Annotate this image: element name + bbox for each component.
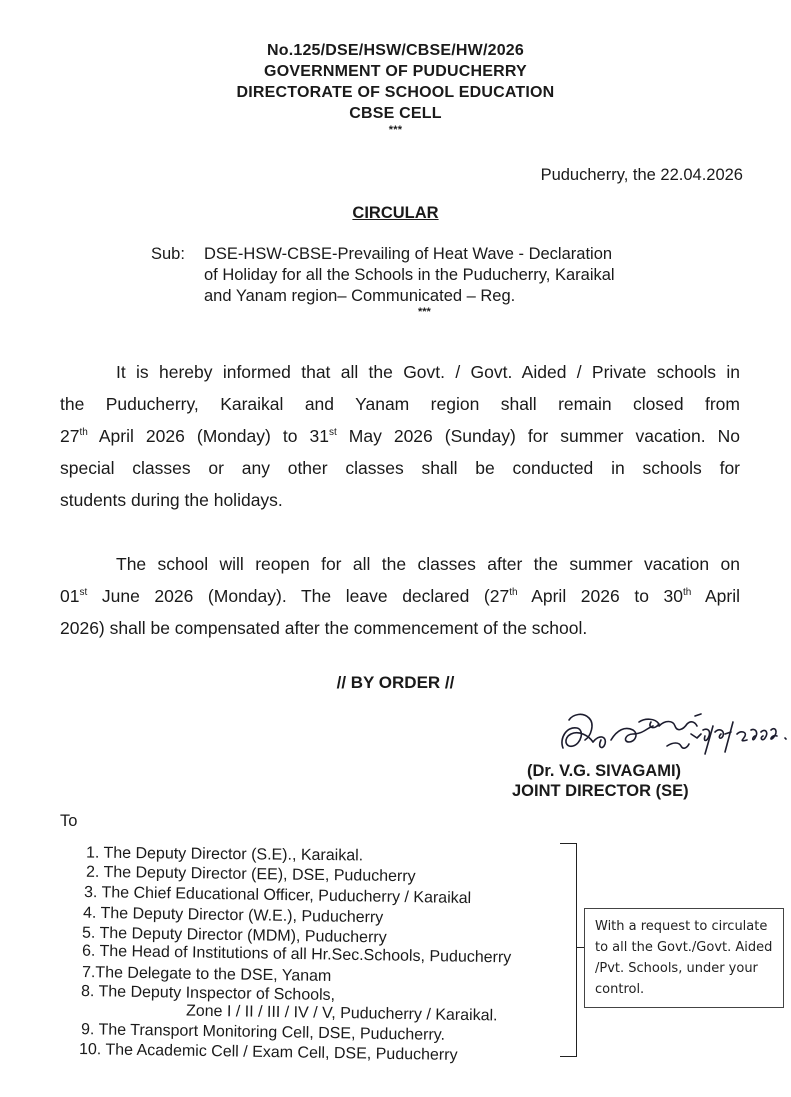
para1-line-1: It is hereby informed that all the Govt. / Govt. Aided / Private schools in (116, 362, 740, 382)
note-line-2: to all the Govt./Govt. Aided (595, 940, 773, 955)
directorate-heading: DIRECTORATE OF SCHOOL EDUCATION (236, 84, 555, 101)
recipient-item: 5. The Deputy Director (MDM), Puducherry (81, 924, 387, 947)
signatory-designation: JOINT DIRECTOR (SE) (512, 782, 689, 800)
circulation-note-box (584, 908, 784, 1008)
note-line-1: With a request to circulate (595, 919, 768, 934)
ordinal-suffix: th (509, 587, 518, 599)
subject-line-3: and Yanam region– Communicated – Reg. (204, 287, 516, 305)
by-order: // BY ORDER // (336, 673, 455, 692)
recipient-item: 1. The Deputy Director (S.E)., Karaikal. (85, 844, 364, 865)
para1-line-3-part-b: April 2026 (Monday) to 31 (87, 426, 329, 446)
recipients-bracket (560, 843, 577, 1057)
date-line: Puducherry, the 22.04.2026 (540, 166, 743, 184)
ordinal-suffix: st (328, 427, 337, 439)
note-line-4: control. (595, 982, 645, 997)
para2-line-2-part-c: April 2026 to 30 (517, 586, 684, 606)
note-line-3: /Pvt. Schools, under your (595, 961, 758, 976)
recipient-item-continuation: Zone I / II / III / IV / V, Puducherry / Karaikal. (185, 1002, 498, 1025)
para1-line-5: students during the holidays. (60, 490, 283, 510)
para2-line-3: 2026) shall be compensated after the commencement of the school. (60, 618, 588, 638)
recipient-item: 6. The Head of Institutions of all Hr.Sec.Schools, Puducherry (81, 942, 512, 967)
circular-title: CIRCULAR (352, 204, 439, 222)
paragraph-closure (60, 356, 740, 516)
recipient-item: 2. The Deputy Director (EE), DSE, Puducherry (85, 863, 416, 886)
date-start-day: 27 (60, 426, 80, 446)
recipient-item: 7.The Delegate to the DSE, Yanam (81, 964, 332, 985)
ordinal-suffix: st (79, 587, 88, 599)
para2-line-2-part-d: April (691, 586, 741, 606)
bracket-connector (576, 947, 584, 948)
header-stars: *** (388, 124, 403, 136)
ordinal-suffix: th (79, 427, 88, 439)
recipient-item: 9. The Transport Monitoring Cell, DSE, Puducherry. (80, 1021, 446, 1044)
para2-line-2-part-b: June 2026 (Monday). The leave declared (27 (87, 586, 510, 606)
para1-line-3-part-c: May 2026 (Sunday) for summer vacation. No (336, 426, 740, 446)
para1-line-4: special classes or any other classes shall be conducted in schools for (60, 458, 740, 478)
recipient-item: 3. The Chief Educational Officer, Puducherry / Karaikal (83, 883, 472, 908)
recipient-item: 8. The Deputy Inspector of Schools, (80, 983, 336, 1004)
recipient-item: 4. The Deputy Director (W.E.), Puducherry (82, 904, 384, 927)
government-heading: GOVERNMENT OF PUDUCHERRY (264, 63, 527, 80)
reference-number: No.125/DSE/HSW/CBSE/HW/2026 (266, 42, 525, 59)
signatory-name: (Dr. V.G. SIVAGAMI) (527, 762, 682, 780)
to-label: To (60, 812, 78, 830)
recipient-item: 10. The Academic Cell / Exam Cell, DSE, Puducherry (78, 1041, 458, 1064)
para1-line-2: the Puducherry, Karaikal and Yanam region shall remain closed from (60, 394, 740, 414)
ordinal-suffix: th (683, 587, 692, 599)
para2-line-2 (60, 580, 740, 612)
subject-line-1: DSE-HSW-CBSE-Prevailing of Heat Wave - Declaration (204, 245, 613, 263)
paragraph-reopening (60, 548, 740, 644)
subject-label: Sub: (151, 245, 185, 263)
para1-line-3 (60, 420, 740, 452)
subject-stars: *** (418, 306, 431, 318)
para2-line-1: The school will reopen for all the classes after the summer vacation on (116, 554, 740, 574)
reopen-day: 01 (60, 586, 80, 606)
subject-line-2: of Holiday for all the Schools in the Puducherry, Karaikal (204, 266, 615, 284)
handwritten-signature (555, 708, 791, 768)
cell-heading: CBSE CELL (349, 105, 442, 122)
